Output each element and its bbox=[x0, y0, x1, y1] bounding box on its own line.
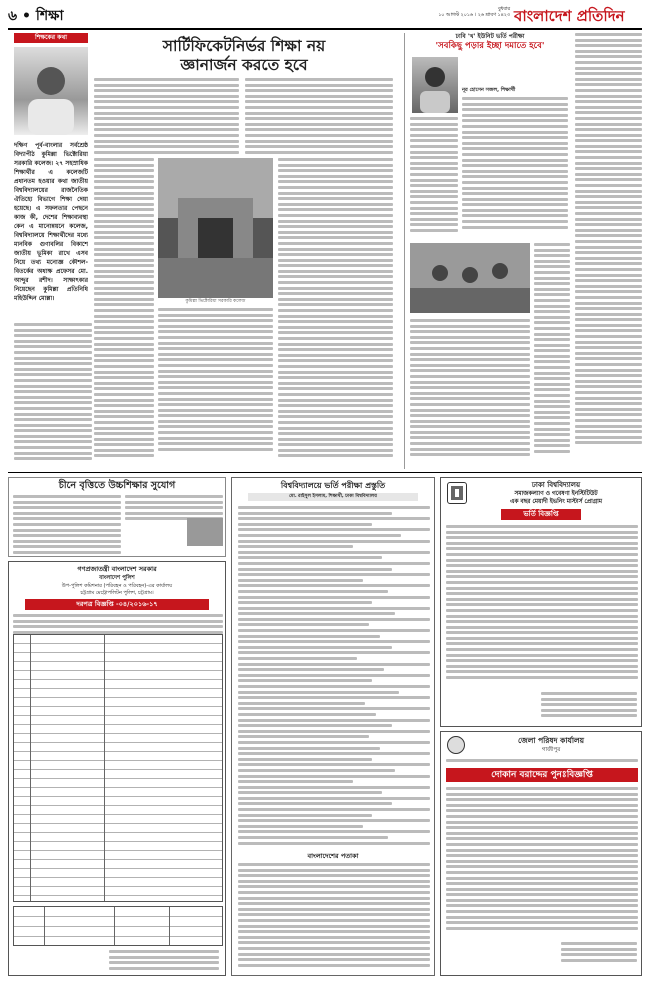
tender-table bbox=[13, 634, 223, 902]
police-tender-ad bbox=[8, 561, 226, 976]
du-university: ঢাকা বিশ্ববিদ্যালয় bbox=[531, 481, 581, 489]
main-article bbox=[8, 33, 400, 469]
teacher-photo bbox=[14, 47, 88, 135]
tender-small-table bbox=[13, 906, 223, 946]
du-notice-banner: ভর্তি বিজ্ঞপ্তি bbox=[501, 509, 581, 520]
quiz-questions bbox=[238, 506, 430, 846]
photo-caption: কুমিল্লা ভিক্টোরিয়া সরকারি কলেজ bbox=[185, 299, 246, 304]
body-text-bottom bbox=[14, 323, 92, 463]
college-photo bbox=[158, 158, 273, 298]
du-evening-masters-ad bbox=[440, 477, 642, 727]
china-scholarship-ad bbox=[8, 477, 226, 557]
china-ad-image bbox=[187, 518, 223, 546]
tender-banner: দরপত্র বিজ্ঞপ্তি -০৪/২০১৬-১৭ bbox=[25, 599, 209, 610]
du-institute: সমাজকল্যাণ ও গবেষণা ইনস্টিটিউট bbox=[514, 491, 598, 497]
district-council-ad bbox=[440, 731, 642, 976]
bullet-icon: • bbox=[21, 8, 31, 24]
china-ad-title: চীনে বৃত্তিতে উচ্চশিক্ষার সুযোগ bbox=[58, 480, 176, 491]
police-office: উপ-পুলিশ কমিশনার (পরিবহন ও পরিবহন)-এর কার্যালয় bbox=[61, 583, 173, 589]
exam-photo bbox=[410, 243, 530, 313]
admission-title: বিশ্ববিদ্যালয়ে ভর্তি পরীক্ষা প্রস্তুতি bbox=[280, 480, 386, 490]
flag-section-title: বাংলাদেশের পতাকা bbox=[307, 852, 359, 860]
right-headline: 'সবকিছু পড়ার ইচ্ছা দমাতে হবে' bbox=[435, 41, 545, 51]
headline-line-2: জ্ঞানার্জন করতে হবে bbox=[180, 55, 308, 74]
district-notice-banner: দোকান বরাদ্দের পুনঃবিজ্ঞপ্তি bbox=[446, 768, 638, 782]
main-headline bbox=[94, 36, 394, 74]
masthead-logo: বাংলাদেশ প্রতিদিন bbox=[514, 7, 625, 25]
intro-text: দক্ষিণ পূর্ব-বাংলার সর্বশ্রেষ্ঠ বিদ্যাপীঠ কুমিল্লা ভিক্টোরিয়া সরকারি কলেজ। ২৭ সহস্রাধিক শিক্ষার্থীর এ কলেজটি প্রধানতম হওয়ার কথা জাতীয় বিশ্ববিদ্যালয়ের রাজনৈতিক ঐতিহ্যে বিভাগে শিক্ষা দেয়া হয়েছে। এ সফলতার পেছনে কাজ কী, দেশের শিক্ষাব্যবস্থা কেন এ মানোন্নয়নে কলেজ, বিশ্ববিদ্যালয়ে শিক্ষার্থীদের মধ্যে মানবিক গুণাবলির বিকাশে জাতীয় ভূমিকা রাখে এসব নিয়ে তথ্য মনোজ্ঞ কৌশল-বিতর্কের অধ্যক্ষ প্রফেসর মো. আব্দুর রশীদ। সাক্ষাৎকার নিয়েছেন কুমিল্লা প্রতিনিধি মহিউদ্দিন মোল্লা। bbox=[14, 142, 88, 302]
right-article bbox=[410, 33, 642, 469]
police-place: চট্টগ্রাম মেট্রোপলিটন পুলিশ, চট্টগ্রাম। bbox=[80, 590, 154, 596]
police-govt: গণপ্রজাতন্ত্রী বাংলাদেশ সরকার bbox=[77, 565, 157, 573]
admission-prep bbox=[231, 477, 435, 976]
header-day: বুধবার bbox=[497, 7, 510, 12]
header-date: ১০ আগস্ট ২০১৬ । ২৬ শ্রাবণ ১৪২৩ bbox=[438, 13, 510, 19]
body-text-left bbox=[94, 158, 154, 458]
body-text-top-right bbox=[245, 78, 393, 153]
district-office: জেলা পরিষদ কার্যালয় bbox=[517, 736, 585, 745]
headline-line-1: সার্টিফিকেটনির্ভর শিক্ষা নয় bbox=[162, 36, 326, 55]
police-dept: বাংলাদেশ পুলিশ bbox=[99, 575, 135, 581]
right-kicker: ঢাবি 'খ' ইউনিট ভর্তি পরীক্ষা bbox=[455, 33, 525, 40]
kicker-badge: শিক্ষকের কথা bbox=[14, 33, 88, 43]
section-name: শিক্ষা bbox=[35, 8, 64, 24]
body-text-center-bottom bbox=[158, 308, 273, 458]
page-number: ৬ bbox=[8, 8, 18, 24]
student-photo bbox=[412, 57, 458, 113]
du-program: এক বছর মেয়াদী ইভনিং মাস্টার্স প্রোগ্রাম bbox=[509, 499, 603, 505]
admission-author: মো. রাইসুল ইসলাম, শিক্ষার্থী, ঢাকা বিশ্ববিদ্যালয় bbox=[248, 493, 418, 501]
page-header bbox=[8, 6, 642, 26]
right-byline: নূর হোসেন সজল, শিক্ষার্থী bbox=[462, 87, 516, 93]
body-text-right bbox=[278, 158, 393, 458]
du-logo bbox=[447, 482, 467, 504]
district-place: গাজীপুর bbox=[541, 747, 561, 753]
body-text-top bbox=[94, 78, 239, 153]
